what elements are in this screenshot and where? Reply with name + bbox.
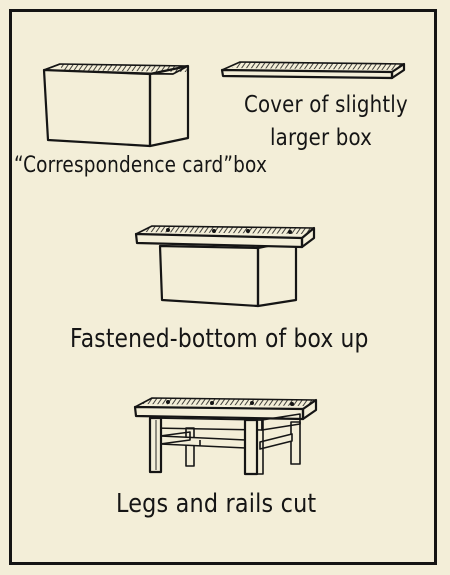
- box-cover: [222, 62, 404, 78]
- caption-cover-line-1: Cover of slightly: [244, 92, 408, 118]
- caption-cover-line-2: larger box: [270, 125, 373, 151]
- fastened-box: [136, 226, 314, 306]
- correspondence-card-box: [44, 64, 188, 146]
- caption-correspondence-card-box: “Correspondence card”box: [14, 153, 268, 178]
- caption-fastened-bottom: Fastened-bottom of box up: [70, 324, 369, 354]
- legs-and-rails: [135, 398, 316, 474]
- caption-legs-and-rails: Legs and rails cut: [116, 489, 317, 519]
